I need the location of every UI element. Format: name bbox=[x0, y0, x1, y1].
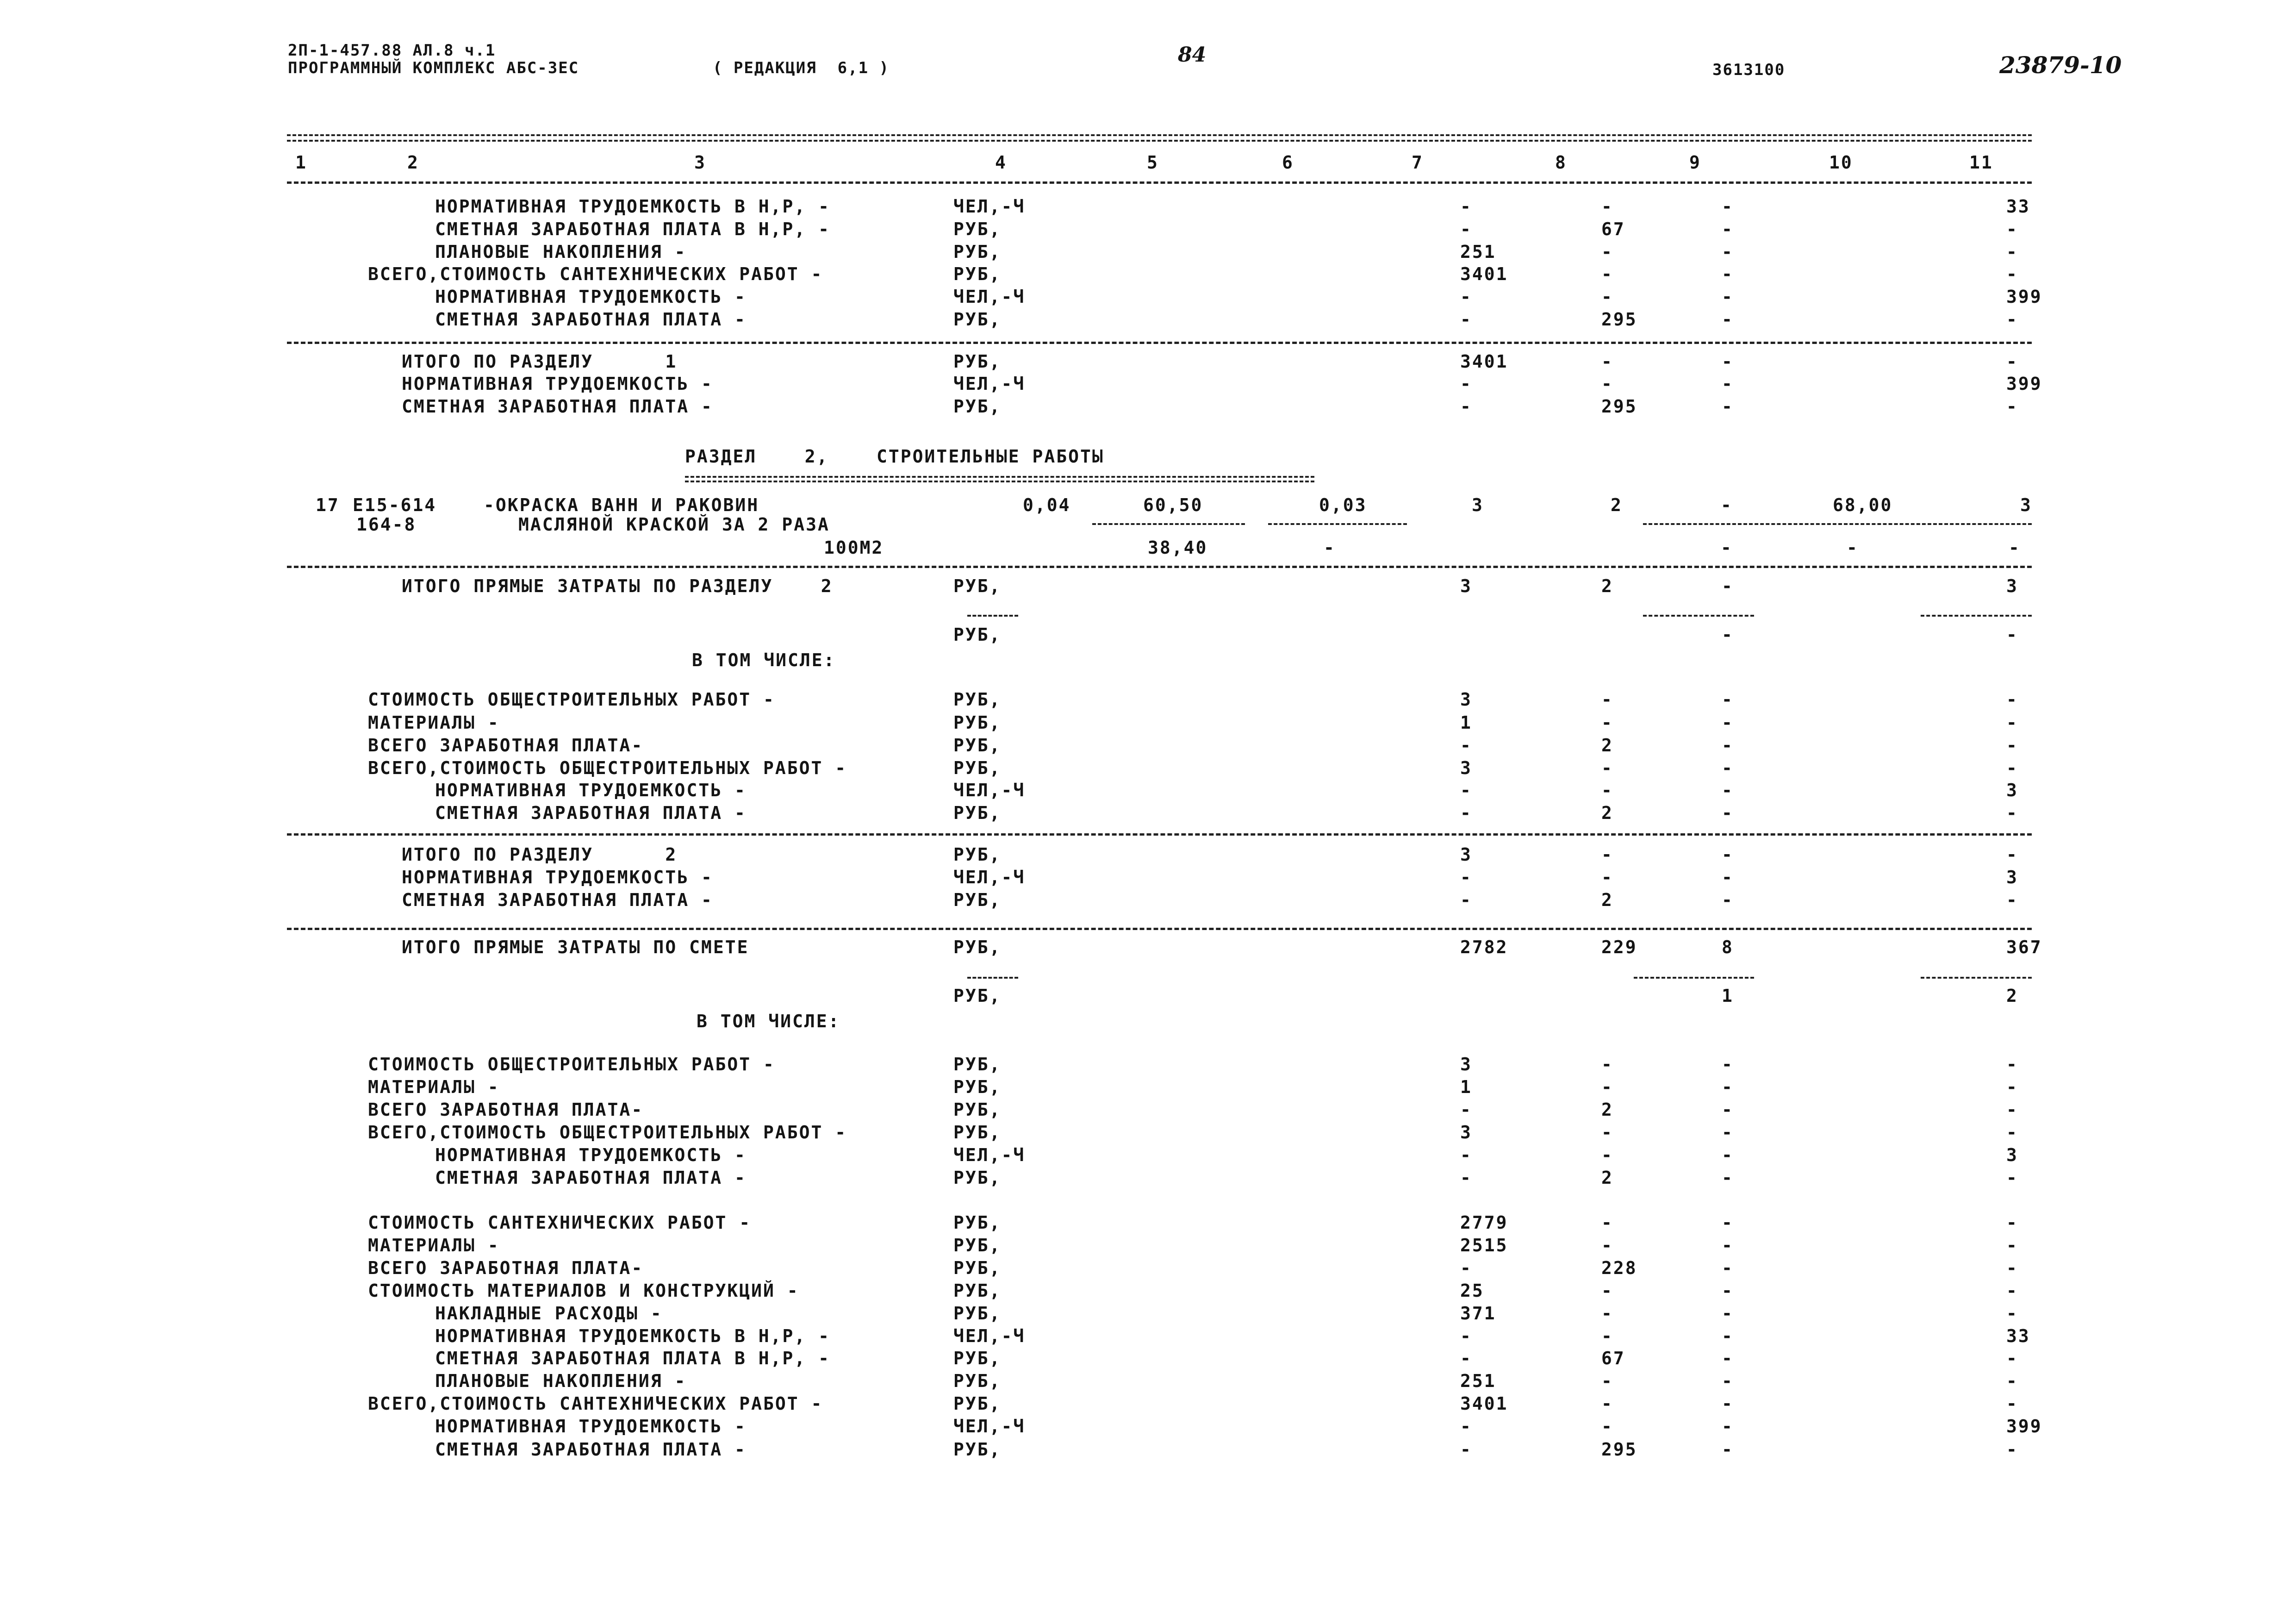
row-unit: РУБ, bbox=[953, 1393, 1002, 1414]
row-col8: 2 bbox=[1601, 576, 1613, 596]
row-unit: РУБ, bbox=[953, 1303, 1002, 1324]
row-col9: - bbox=[1722, 351, 1734, 372]
col11-subrule-1 bbox=[1921, 615, 2032, 617]
row-unit: РУБ, bbox=[953, 1371, 1002, 1391]
row-col8: - bbox=[1601, 287, 1613, 307]
row-col9: - bbox=[1722, 1168, 1734, 1188]
row-unit: РУБ, bbox=[953, 844, 1002, 865]
item-col10-2: - bbox=[1847, 537, 1859, 558]
row-col7: - bbox=[1460, 309, 1472, 330]
table-top-rule bbox=[287, 134, 2032, 136]
row-unit: ЧЕЛ,-Ч bbox=[953, 867, 1026, 887]
row-col11: - bbox=[2006, 712, 2018, 733]
row-col11: 367 bbox=[2006, 937, 2042, 957]
rule-after-block1 bbox=[287, 342, 2032, 344]
row-col8: 2 bbox=[1601, 803, 1613, 823]
row-label: ВСЕГО,СТОИМОСТЬ ОБЩЕСТРОИТЕЛЬНЫХ РАБОТ - bbox=[368, 1122, 847, 1143]
row-label: НОРМАТИВНАЯ ТРУДОЕМКОСТЬ - bbox=[402, 374, 713, 394]
item-col11: 3 bbox=[2020, 495, 2032, 515]
section-2-underline bbox=[685, 476, 1314, 478]
row-col7: - bbox=[1460, 1326, 1472, 1346]
row-col7: 371 bbox=[1460, 1303, 1496, 1324]
row-col7: 3 bbox=[1460, 758, 1472, 778]
row-col9: - bbox=[1722, 1212, 1734, 1233]
row-label: СМЕТНАЯ ЗАРАБОТНАЯ ПЛАТА - bbox=[435, 1168, 747, 1188]
row-col11: - bbox=[2006, 735, 2018, 756]
row-col7: 2782 bbox=[1460, 937, 1508, 957]
including-label-1: В ТОМ ЧИСЛЕ: bbox=[692, 650, 836, 670]
row-col9: - bbox=[1722, 867, 1734, 887]
row-col9: - bbox=[1722, 309, 1734, 330]
row-col11: - bbox=[2006, 1054, 2018, 1074]
item-col6-rule bbox=[1268, 523, 1407, 525]
row-col9: - bbox=[1722, 625, 1734, 645]
row-label: ВСЕГО,СТОИМОСТЬ ОБЩЕСТРОИТЕЛЬНЫХ РАБОТ - bbox=[368, 758, 847, 778]
row-col11: 33 bbox=[2006, 196, 2030, 217]
row-col8: - bbox=[1601, 867, 1613, 887]
section-2-title: РАЗДЕЛ 2, СТРОИТЕЛЬНЫЕ РАБОТЫ bbox=[685, 446, 1104, 467]
row-col11: - bbox=[2006, 264, 2018, 284]
row-label: НОРМАТИВНАЯ ТРУДОЕМКОСТЬ - bbox=[435, 1145, 747, 1165]
row-col8: - bbox=[1601, 1122, 1613, 1143]
row-col7: - bbox=[1460, 780, 1472, 800]
row-label: НОРМАТИВНАЯ ТРУДОЕМКОСТЬ - bbox=[435, 1416, 747, 1437]
row-col11: - bbox=[2006, 219, 2018, 239]
row-unit: РУБ, bbox=[953, 758, 1002, 778]
row-label: ИТОГО ПО РАЗДЕЛУ 2 bbox=[402, 844, 678, 865]
row-unit: РУБ, bbox=[953, 396, 1002, 417]
row-label: ИТОГО ПРЯМЫЕ ЗАТРАТЫ ПО РАЗДЕЛУ 2 bbox=[402, 576, 833, 596]
row-col7: - bbox=[1460, 196, 1472, 217]
item-right-rule bbox=[1643, 523, 2032, 525]
row-col11: - bbox=[2006, 1371, 2018, 1391]
row-col8: 2 bbox=[1601, 735, 1613, 756]
row-label: НОРМАТИВНАЯ ТРУДОЕМКОСТЬ - bbox=[435, 780, 747, 800]
row-col8: - bbox=[1601, 1054, 1613, 1074]
row-label: СМЕТНАЯ ЗАРАБОТНАЯ ПЛАТА - bbox=[435, 1439, 747, 1460]
row-col8: - bbox=[1601, 844, 1613, 865]
row-col9: - bbox=[1722, 1280, 1734, 1301]
row-col9: - bbox=[1722, 1235, 1734, 1255]
row-col7: 251 bbox=[1460, 242, 1496, 262]
row-col11: - bbox=[2006, 1348, 2018, 1368]
row-col8: 295 bbox=[1601, 396, 1637, 417]
row-col9: - bbox=[1722, 1099, 1734, 1120]
row-unit: РУБ, bbox=[953, 1348, 1002, 1368]
row-col9: - bbox=[1722, 1122, 1734, 1143]
row-unit: РУБ, bbox=[953, 219, 1002, 239]
row-unit: ЧЕЛ,-Ч bbox=[953, 287, 1026, 307]
row-label: СМЕТНАЯ ЗАРАБОТНАЯ ПЛАТА В Н,Р, - bbox=[435, 1348, 830, 1368]
row-col7: - bbox=[1460, 1145, 1472, 1165]
row-col9: - bbox=[1722, 374, 1734, 394]
row-label: ВСЕГО,СТОИМОСТЬ САНТЕХНИЧЕСКИХ РАБОТ - bbox=[368, 264, 823, 284]
row-col8: - bbox=[1601, 1393, 1613, 1414]
row-col11: - bbox=[2006, 309, 2018, 330]
row-col11: 399 bbox=[2006, 287, 2042, 307]
row-col11: - bbox=[2006, 803, 2018, 823]
item-code-2: 164-8 bbox=[356, 514, 417, 535]
row-label: СМЕТНАЯ ЗАРАБОТНАЯ ПЛАТА В Н,Р, - bbox=[435, 219, 830, 239]
item-col7: 3 bbox=[1472, 495, 1484, 515]
row-col11: - bbox=[2006, 890, 2018, 910]
item-number: 17 bbox=[316, 495, 340, 515]
row-col7: 1 bbox=[1460, 712, 1472, 733]
row-col11: - bbox=[2006, 625, 2018, 645]
item-unit-price-wages: 38,40 bbox=[1148, 537, 1208, 558]
row-unit: РУБ, bbox=[953, 1099, 1002, 1120]
row-col9: - bbox=[1722, 758, 1734, 778]
row-col7: 1 bbox=[1460, 1077, 1472, 1097]
row-col7: 251 bbox=[1460, 1371, 1496, 1391]
row-col11: - bbox=[2006, 1303, 2018, 1324]
row-col9: - bbox=[1722, 196, 1734, 217]
row-label: СМЕТНАЯ ЗАРАБОТНАЯ ПЛАТА - bbox=[402, 396, 713, 417]
rule-before-grand-total bbox=[287, 928, 2032, 930]
row-col11: 399 bbox=[2006, 374, 2042, 394]
row-col8: 229 bbox=[1601, 937, 1637, 957]
item-code: Е15-614 bbox=[353, 495, 437, 515]
row-col8: - bbox=[1601, 264, 1613, 284]
row-col9: - bbox=[1722, 1416, 1734, 1437]
row-col7: 3401 bbox=[1460, 1393, 1508, 1414]
row-unit: РУБ, bbox=[953, 890, 1002, 910]
row-unit: РУБ, bbox=[953, 1235, 1002, 1255]
row-col7: - bbox=[1460, 374, 1472, 394]
row-col8: - bbox=[1601, 1212, 1613, 1233]
row-col8: - bbox=[1601, 1326, 1613, 1346]
item-col9: - bbox=[1721, 495, 1733, 515]
row-col7: 3 bbox=[1460, 576, 1472, 596]
row-unit: РУБ, bbox=[953, 351, 1002, 372]
row-col9: - bbox=[1722, 242, 1734, 262]
row-col11: - bbox=[2006, 242, 2018, 262]
row-col8: - bbox=[1601, 1235, 1613, 1255]
row-label: ПЛАНОВЫЕ НАКОПЛЕНИЯ - bbox=[435, 1371, 687, 1391]
row-col8: 295 bbox=[1601, 309, 1637, 330]
column-number-2: 2 bbox=[407, 152, 419, 173]
row-col11: - bbox=[2006, 1077, 2018, 1097]
row-col11: 33 bbox=[2006, 1326, 2030, 1346]
row-col11: - bbox=[2006, 1258, 2018, 1278]
row-label: НОРМАТИВНАЯ ТРУДОЕМКОСТЬ - bbox=[435, 287, 747, 307]
row-col8: - bbox=[1601, 1371, 1613, 1391]
row-col9: - bbox=[1722, 689, 1734, 710]
row-col8: - bbox=[1601, 1416, 1613, 1437]
item-description-line1: -ОКРАСКА ВАНН И РАКОВИН bbox=[484, 495, 759, 515]
row-label: ИТОГО ПО РАЗДЕЛУ 1 bbox=[402, 351, 678, 372]
row-label: СМЕТНАЯ ЗАРАБОТНАЯ ПЛАТА - bbox=[435, 803, 747, 823]
row-col11: - bbox=[2006, 689, 2018, 710]
row-unit: РУБ, bbox=[953, 689, 1002, 710]
row-col9: - bbox=[1722, 576, 1734, 596]
row-col7: - bbox=[1460, 219, 1472, 239]
row-col9: - bbox=[1722, 1054, 1734, 1074]
row-col7: - bbox=[1460, 287, 1472, 307]
row-unit: РУБ, bbox=[953, 264, 1002, 284]
row-unit: РУБ, bbox=[953, 1054, 1002, 1074]
column-number-7: 7 bbox=[1412, 152, 1424, 173]
row-col9: - bbox=[1722, 780, 1734, 800]
row-col7: - bbox=[1460, 1168, 1472, 1188]
column-number-4: 4 bbox=[995, 152, 1007, 173]
row-col8: - bbox=[1601, 1303, 1613, 1324]
row-col11: - bbox=[2006, 1122, 2018, 1143]
row-label: НОРМАТИВНАЯ ТРУДОЕМКОСТЬ - bbox=[402, 867, 713, 887]
row-col9: 1 bbox=[1722, 986, 1734, 1006]
row-col7: - bbox=[1460, 1258, 1472, 1278]
row-col8: - bbox=[1601, 689, 1613, 710]
column-number-8: 8 bbox=[1555, 152, 1567, 173]
row-col9: - bbox=[1722, 1371, 1734, 1391]
row-col9: - bbox=[1722, 396, 1734, 417]
row-col9: - bbox=[1722, 1077, 1734, 1097]
row-col7: - bbox=[1460, 735, 1472, 756]
row-col11: - bbox=[2006, 1168, 2018, 1188]
row-col9: - bbox=[1722, 890, 1734, 910]
col9-subrule-2 bbox=[1634, 977, 1754, 979]
row-col11: - bbox=[2006, 1439, 2018, 1460]
row-col9: 8 bbox=[1722, 937, 1734, 957]
row-label: МАТЕРИАЛЫ - bbox=[368, 712, 500, 733]
row-unit: РУБ, bbox=[953, 712, 1002, 733]
row-col7: 2515 bbox=[1460, 1235, 1508, 1255]
row-unit: РУБ, bbox=[953, 1280, 1002, 1301]
row-col8: 2 bbox=[1601, 1099, 1613, 1120]
row-unit: РУБ, bbox=[953, 1168, 1002, 1188]
row-col8: - bbox=[1601, 780, 1613, 800]
row-unit: РУБ, bbox=[953, 1258, 1002, 1278]
row-label: СТОИМОСТЬ ОБЩЕСТРОИТЕЛЬНЫХ РАБОТ - bbox=[368, 1054, 775, 1074]
row-col11: 399 bbox=[2006, 1416, 2042, 1437]
row-unit: РУБ, bbox=[953, 1439, 1002, 1460]
column-header-rule bbox=[287, 181, 2032, 184]
row-label: НОРМАТИВНАЯ ТРУДОЕМКОСТЬ В Н,Р, - bbox=[435, 196, 830, 217]
row-col7: - bbox=[1460, 1439, 1472, 1460]
including-label-2: В ТОМ ЧИСЛЕ: bbox=[697, 1011, 840, 1031]
row-col8: 2 bbox=[1601, 890, 1613, 910]
row-col11: - bbox=[2006, 1280, 2018, 1301]
unit-subrule-1 bbox=[967, 615, 1018, 617]
item-col5-rule bbox=[1092, 523, 1245, 525]
row-unit: РУБ, bbox=[953, 1212, 1002, 1233]
row-col7: - bbox=[1460, 1416, 1472, 1437]
row-col9: - bbox=[1722, 1348, 1734, 1368]
item-description-line2: МАСЛЯНОЙ КРАСКОЙ ЗА 2 РАЗА bbox=[518, 514, 830, 535]
row-col7: 25 bbox=[1460, 1280, 1484, 1301]
row-label: ВСЕГО,СТОИМОСТЬ САНТЕХНИЧЕСКИХ РАБОТ - bbox=[368, 1393, 823, 1414]
row-label: ПЛАНОВЫЕ НАКОПЛЕНИЯ - bbox=[435, 242, 687, 262]
row-col8: - bbox=[1601, 351, 1613, 372]
program-name: ПРОГРАММНЫЙ КОМПЛЕКС АБС-3ЕС bbox=[288, 59, 579, 77]
row-unit: РУБ, bbox=[953, 803, 1002, 823]
column-number-10: 10 bbox=[1829, 152, 1853, 173]
column-number-3: 3 bbox=[694, 152, 706, 173]
row-col8: 228 bbox=[1601, 1258, 1637, 1278]
row-unit: РУБ, bbox=[953, 937, 1002, 957]
row-col7: 2779 bbox=[1460, 1212, 1508, 1233]
rule-after-item bbox=[287, 566, 2032, 568]
row-col9: - bbox=[1722, 1258, 1734, 1278]
row-unit: РУБ, bbox=[953, 986, 1002, 1006]
row-col7: 3401 bbox=[1460, 264, 1508, 284]
program-edition: ( РЕДАКЦИЯ 6,1 ) bbox=[713, 59, 890, 77]
row-col8: - bbox=[1601, 1280, 1613, 1301]
row-label: ИТОГО ПРЯМЫЕ ЗАТРАТЫ ПО СМЕТЕ bbox=[402, 937, 749, 957]
row-col8: 67 bbox=[1601, 219, 1625, 239]
document-number: 3613100 bbox=[1712, 61, 1786, 79]
row-col8: - bbox=[1601, 1077, 1613, 1097]
row-unit: РУБ, bbox=[953, 1122, 1002, 1143]
row-unit: ЧЕЛ,-Ч bbox=[953, 1326, 1026, 1346]
row-col7: 3 bbox=[1460, 1122, 1472, 1143]
row-label: СТОИМОСТЬ САНТЕХНИЧЕСКИХ РАБОТ - bbox=[368, 1212, 752, 1233]
row-col7: - bbox=[1460, 890, 1472, 910]
item-unit: 100М2 bbox=[824, 537, 884, 558]
row-col7: 3401 bbox=[1460, 351, 1508, 372]
row-col8: 2 bbox=[1601, 1168, 1613, 1188]
row-unit: ЧЕЛ,-Ч bbox=[953, 1416, 1026, 1437]
item-col10: 68,00 bbox=[1833, 495, 1893, 515]
row-col9: - bbox=[1722, 844, 1734, 865]
document-code: 2П-1-457.88 АЛ.8 ч.1 bbox=[288, 41, 496, 60]
item-col8: 2 bbox=[1611, 495, 1623, 515]
row-col8: - bbox=[1601, 758, 1613, 778]
row-col11: 3 bbox=[2006, 1145, 2018, 1165]
row-col8: - bbox=[1601, 712, 1613, 733]
row-col8: - bbox=[1601, 196, 1613, 217]
row-col8: - bbox=[1601, 242, 1613, 262]
row-col11: 3 bbox=[2006, 867, 2018, 887]
row-col9: - bbox=[1722, 712, 1734, 733]
row-unit: РУБ, bbox=[953, 625, 1002, 645]
row-col9: - bbox=[1722, 219, 1734, 239]
item-labor: 0,03 bbox=[1319, 495, 1367, 515]
row-unit: РУБ, bbox=[953, 1077, 1002, 1097]
row-label: ВСЕГО ЗАРАБОТНАЯ ПЛАТА- bbox=[368, 735, 644, 756]
row-unit: ЧЕЛ,-Ч bbox=[953, 196, 1026, 217]
row-col11: 3 bbox=[2006, 780, 2018, 800]
row-col7: 3 bbox=[1460, 1054, 1472, 1074]
row-label: МАТЕРИАЛЫ - bbox=[368, 1077, 500, 1097]
row-col11: 2 bbox=[2006, 986, 2018, 1006]
row-unit: РУБ, bbox=[953, 242, 1002, 262]
row-label: ВСЕГО ЗАРАБОТНАЯ ПЛАТА- bbox=[368, 1258, 644, 1278]
column-number-9: 9 bbox=[1689, 152, 1701, 173]
column-number-11: 11 bbox=[1969, 152, 1993, 173]
row-col9: - bbox=[1722, 1326, 1734, 1346]
row-col9: - bbox=[1722, 1145, 1734, 1165]
row-col11: - bbox=[2006, 1099, 2018, 1120]
row-col11: - bbox=[2006, 396, 2018, 417]
row-label: НОРМАТИВНАЯ ТРУДОЕМКОСТЬ В Н,Р, - bbox=[435, 1326, 830, 1346]
column-number-5: 5 bbox=[1147, 152, 1159, 173]
row-col11: - bbox=[2006, 1393, 2018, 1414]
row-label: СМЕТНАЯ ЗАРАБОТНАЯ ПЛАТА - bbox=[435, 309, 747, 330]
item-unit-price: 60,50 bbox=[1143, 495, 1203, 515]
row-col7: 3 bbox=[1460, 844, 1472, 865]
row-label: СТОИМОСТЬ ОБЩЕСТРОИТЕЛЬНЫХ РАБОТ - bbox=[368, 689, 775, 710]
row-col7: - bbox=[1460, 803, 1472, 823]
row-col11: 3 bbox=[2006, 576, 2018, 596]
rule-before-total2 bbox=[287, 833, 2032, 836]
column-number-6: 6 bbox=[1282, 152, 1294, 173]
col9-subrule-1 bbox=[1643, 615, 1754, 617]
column-number-1: 1 bbox=[295, 152, 307, 173]
row-col11: - bbox=[2006, 1235, 2018, 1255]
item-labor-2: - bbox=[1324, 537, 1336, 558]
col11-subrule-2 bbox=[1921, 977, 2032, 979]
item-quantity: 0,04 bbox=[1023, 495, 1071, 515]
row-col11: - bbox=[2006, 844, 2018, 865]
row-col7: - bbox=[1460, 1348, 1472, 1368]
row-label: СТОИМОСТЬ МАТЕРИАЛОВ И КОНСТРУКЦИЙ - bbox=[368, 1280, 799, 1301]
row-col11: - bbox=[2006, 758, 2018, 778]
row-col7: - bbox=[1460, 1099, 1472, 1120]
row-col8: 295 bbox=[1601, 1439, 1637, 1460]
handwritten-reference: 23879-10 bbox=[1999, 51, 2122, 79]
row-col7: 3 bbox=[1460, 689, 1472, 710]
row-label: НАКЛАДНЫЕ РАСХОДЫ - bbox=[435, 1303, 663, 1324]
row-label: ВСЕГО ЗАРАБОТНАЯ ПЛАТА- bbox=[368, 1099, 644, 1120]
unit-subrule-2 bbox=[967, 977, 1018, 979]
row-col7: - bbox=[1460, 396, 1472, 417]
item-col9-2: - bbox=[1721, 537, 1733, 558]
row-col7: - bbox=[1460, 867, 1472, 887]
row-unit: ЧЕЛ,-Ч bbox=[953, 1145, 1026, 1165]
item-col11-2: - bbox=[2009, 537, 2021, 558]
row-col9: - bbox=[1722, 264, 1734, 284]
row-label: СМЕТНАЯ ЗАРАБОТНАЯ ПЛАТА - bbox=[402, 890, 713, 910]
row-unit: ЧЕЛ,-Ч bbox=[953, 374, 1026, 394]
row-col8: - bbox=[1601, 374, 1613, 394]
row-col11: - bbox=[2006, 351, 2018, 372]
row-col8: - bbox=[1601, 1145, 1613, 1165]
row-col9: - bbox=[1722, 1439, 1734, 1460]
row-unit: РУБ, bbox=[953, 735, 1002, 756]
row-col11: - bbox=[2006, 1212, 2018, 1233]
row-col9: - bbox=[1722, 735, 1734, 756]
row-label: МАТЕРИАЛЫ - bbox=[368, 1235, 500, 1255]
row-unit: ЧЕЛ,-Ч bbox=[953, 780, 1026, 800]
row-unit: РУБ, bbox=[953, 309, 1002, 330]
page-number: 84 bbox=[1178, 43, 1207, 67]
row-col9: - bbox=[1722, 1393, 1734, 1414]
row-col9: - bbox=[1722, 287, 1734, 307]
row-col8: 67 bbox=[1601, 1348, 1625, 1368]
row-col9: - bbox=[1722, 803, 1734, 823]
row-col9: - bbox=[1722, 1303, 1734, 1324]
row-unit: РУБ, bbox=[953, 576, 1002, 596]
